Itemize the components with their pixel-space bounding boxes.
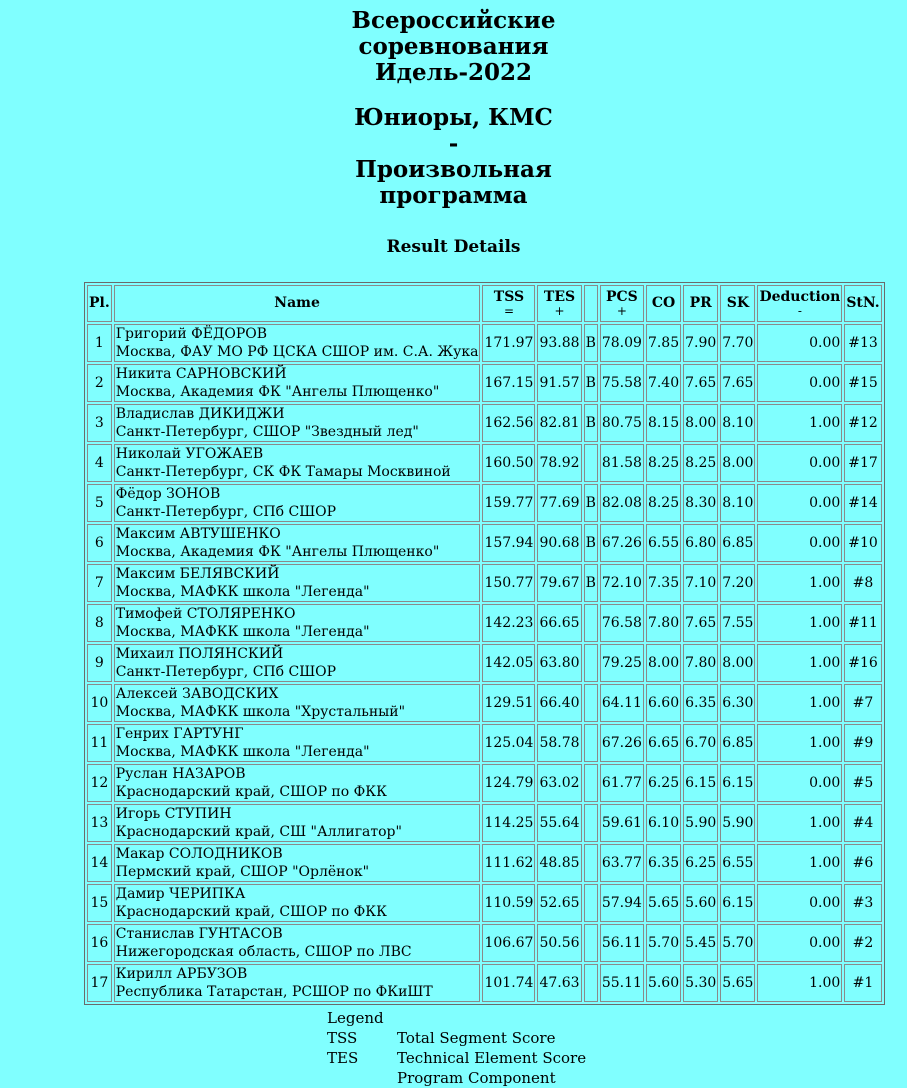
cell-place: 4 (87, 444, 112, 482)
skater-club: Санкт-Петербург, СПб СШОР (115, 504, 337, 520)
cell-pr: 8.00 (683, 404, 718, 442)
cell-bonus: B (584, 404, 598, 442)
cell-co: 8.15 (646, 404, 681, 442)
cell-pcs: 67.26 (600, 724, 644, 762)
cell-deduction: 0.00 (757, 444, 842, 482)
skater-name: Дамир ЧЕРИПКА (115, 886, 246, 902)
skater-club: Москва, МАФКК школа "Хрустальный" (115, 704, 406, 720)
cell-tss: 142.23 (482, 604, 535, 642)
cell-sk: 6.15 (720, 764, 755, 802)
legend-desc: Program Component (397, 1069, 556, 1087)
skater-name: Михаил ПОЛЯНСКИЙ (115, 646, 284, 662)
skater-name: Руслан НАЗАРОВ (115, 766, 246, 782)
cell-co: 6.60 (646, 684, 681, 722)
cell-sk: 6.85 (720, 524, 755, 562)
cell-start-number: #16 (844, 644, 881, 682)
cell-bonus (584, 764, 598, 802)
cell-pr: 7.65 (683, 604, 718, 642)
cell-sk: 7.20 (720, 564, 755, 602)
cell-place: 13 (87, 804, 112, 842)
cell-bonus (584, 924, 598, 962)
cell-bonus: B (584, 324, 598, 362)
skater-club: Краснодарский край, СШОР по ФКК (115, 784, 387, 800)
cell-sk: 5.65 (720, 964, 755, 1002)
skater-name: Максим БЕЛЯВСКИЙ (115, 566, 280, 582)
cell-name (114, 684, 481, 722)
skater-club: Нижегородская область, СШОР по ЛВС (115, 944, 412, 960)
cell-pcs: 81.58 (600, 444, 644, 482)
cell-co: 7.80 (646, 604, 681, 642)
cell-co: 8.00 (646, 644, 681, 682)
skater-club: Санкт-Петербург, СШОР "Звездный лед" (115, 424, 419, 440)
cell-pcs: 56.11 (600, 924, 644, 962)
cell-name (114, 604, 481, 642)
skater-name: Николай УГОЖАЕВ (115, 446, 264, 462)
cell-bonus (584, 644, 598, 682)
cell-pr: 7.10 (683, 564, 718, 602)
cell-tss: 110.59 (482, 884, 535, 922)
header-pl: Pl. (87, 285, 112, 322)
skater-club: Москва, МАФКК школа "Легенда" (115, 744, 370, 760)
cell-co: 6.10 (646, 804, 681, 842)
cell-pr: 5.60 (683, 884, 718, 922)
cell-deduction: 1.00 (757, 604, 842, 642)
skater-club: Москва, МАФКК школа "Легенда" (115, 584, 370, 600)
cell-start-number: #17 (844, 444, 881, 482)
cell-pcs: 75.58 (600, 364, 644, 402)
cell-tes: 93.88 (537, 324, 581, 362)
header-deduction-label: Deduction (759, 289, 841, 305)
title-line: Всероссийские (351, 7, 556, 34)
table-row (87, 844, 882, 882)
cell-tes: 82.81 (537, 404, 581, 442)
cell-place: 14 (87, 844, 112, 882)
cell-pr: 7.90 (683, 324, 718, 362)
cell-name (114, 524, 481, 562)
legend-abbr (327, 1068, 397, 1088)
cell-start-number: #15 (844, 364, 881, 402)
category-line: программа (379, 182, 528, 209)
cell-sk: 6.55 (720, 844, 755, 882)
cell-deduction: 1.00 (757, 804, 842, 842)
cell-name (114, 884, 481, 922)
cell-name (114, 364, 481, 402)
cell-deduction: 1.00 (757, 404, 842, 442)
cell-pcs: 55.11 (600, 964, 644, 1002)
skater-name: Станислав ГУНТАСОВ (115, 926, 283, 942)
skater-club: Краснодарский край, СШОР по ФКК (115, 904, 387, 920)
cell-tss: 114.25 (482, 804, 535, 842)
legend-title: Legend (327, 1009, 384, 1027)
header-deduction (757, 285, 842, 322)
cell-start-number: #4 (844, 804, 881, 842)
cell-deduction: 0.00 (757, 884, 842, 922)
cell-name (114, 324, 481, 362)
header-co: CO (646, 285, 681, 322)
cell-name (114, 964, 481, 1002)
cell-deduction: 0.00 (757, 764, 842, 802)
cell-pr: 5.30 (683, 964, 718, 1002)
legend-desc: Total Segment Score (397, 1029, 556, 1047)
cell-start-number: #11 (844, 604, 881, 642)
legend-item (327, 1028, 586, 1048)
cell-start-number: #12 (844, 404, 881, 442)
cell-name (114, 564, 481, 602)
table-row (87, 324, 882, 362)
cell-pcs: 59.61 (600, 804, 644, 842)
cell-sk: 5.90 (720, 804, 755, 842)
results-table-wrapper (84, 282, 885, 1005)
header-sk: SK (720, 285, 755, 322)
table-row (87, 444, 882, 482)
cell-deduction: 0.00 (757, 364, 842, 402)
cell-pr: 7.65 (683, 364, 718, 402)
cell-bonus (584, 884, 598, 922)
cell-pcs: 79.25 (600, 644, 644, 682)
cell-name (114, 644, 481, 682)
cell-name (114, 484, 481, 522)
skater-club: Республика Татарстан, РСШОР по ФКиШТ (115, 984, 433, 1000)
cell-tss: 129.51 (482, 684, 535, 722)
cell-tes: 63.02 (537, 764, 581, 802)
header-tes (537, 285, 581, 322)
cell-sk: 7.55 (720, 604, 755, 642)
cell-pr: 6.80 (683, 524, 718, 562)
cell-tss: 159.77 (482, 484, 535, 522)
cell-bonus: B (584, 364, 598, 402)
cell-place: 11 (87, 724, 112, 762)
cell-sk: 8.10 (720, 404, 755, 442)
cell-pcs: 78.09 (600, 324, 644, 362)
cell-name (114, 404, 481, 442)
cell-bonus: B (584, 524, 598, 562)
cell-pcs: 76.58 (600, 604, 644, 642)
header-pr: PR (683, 285, 718, 322)
skater-name: Кирилл АРБУЗОВ (115, 966, 248, 982)
cell-tss: 101.74 (482, 964, 535, 1002)
cell-co: 8.25 (646, 484, 681, 522)
title-line: соревнования (358, 33, 549, 60)
cell-deduction: 1.00 (757, 644, 842, 682)
cell-tes: 48.85 (537, 844, 581, 882)
cell-tss: 142.05 (482, 644, 535, 682)
table-row (87, 644, 882, 682)
table-row (87, 684, 882, 722)
skater-name: Фёдор ЗОНОВ (115, 486, 221, 502)
skater-club: Москва, МАФКК школа "Легенда" (115, 624, 370, 640)
cell-place: 1 (87, 324, 112, 362)
cell-bonus (584, 724, 598, 762)
skater-name: Тимофей СТОЛЯРЕНКО (115, 606, 296, 622)
legend-abbr: TSS (327, 1029, 358, 1047)
cell-place: 7 (87, 564, 112, 602)
cell-tes: 78.92 (537, 444, 581, 482)
skater-club: Краснодарский край, СШ "Аллигатор" (115, 824, 402, 840)
skater-name: Григорий ФЁДОРОВ (115, 326, 268, 342)
cell-tss: 157.94 (482, 524, 535, 562)
cell-tss: 125.04 (482, 724, 535, 762)
cell-sk: 6.85 (720, 724, 755, 762)
cell-start-number: #9 (844, 724, 881, 762)
cell-place: 8 (87, 604, 112, 642)
legend-abbr: TES (327, 1049, 359, 1067)
cell-deduction: 0.00 (757, 324, 842, 362)
cell-co: 6.55 (646, 524, 681, 562)
header-name: Name (114, 285, 481, 322)
cell-deduction: 1.00 (757, 684, 842, 722)
cell-co: 7.35 (646, 564, 681, 602)
cell-co: 8.25 (646, 444, 681, 482)
cell-place: 17 (87, 964, 112, 1002)
cell-co: 6.65 (646, 724, 681, 762)
cell-name (114, 924, 481, 962)
table-row (87, 484, 882, 522)
legend-item (327, 1048, 586, 1068)
legend-item (327, 1068, 586, 1088)
skater-name: Игорь СТУПИН (115, 806, 232, 822)
cell-co: 5.70 (646, 924, 681, 962)
cell-place: 3 (87, 404, 112, 442)
table-row (87, 924, 882, 962)
skater-club: Москва, Академия ФК "Ангелы Плющенко" (115, 384, 440, 400)
cell-place: 16 (87, 924, 112, 962)
cell-deduction: 1.00 (757, 964, 842, 1002)
table-row (87, 724, 882, 762)
skater-name: Генрих ГАРТУНГ (115, 726, 244, 742)
title-line: Идель-2022 (374, 59, 533, 86)
cell-place: 10 (87, 684, 112, 722)
cell-pcs: 67.26 (600, 524, 644, 562)
cell-start-number: #1 (844, 964, 881, 1002)
cell-tes: 50.56 (537, 924, 581, 962)
cell-place: 6 (87, 524, 112, 562)
cell-sk: 5.70 (720, 924, 755, 962)
cell-tss: 167.15 (482, 364, 535, 402)
table-row (87, 964, 882, 1002)
cell-start-number: #7 (844, 684, 881, 722)
table-row (87, 364, 882, 402)
cell-sk: 8.00 (720, 644, 755, 682)
cell-name (114, 844, 481, 882)
cell-start-number: #2 (844, 924, 881, 962)
cell-name (114, 764, 481, 802)
cell-deduction: 0.00 (757, 924, 842, 962)
cell-bonus (584, 804, 598, 842)
result-details-heading: Result Details (386, 237, 521, 257)
table-row (87, 804, 882, 842)
header-bonus (584, 285, 598, 322)
cell-pcs: 61.77 (600, 764, 644, 802)
cell-pr: 5.45 (683, 924, 718, 962)
cell-start-number: #3 (844, 884, 881, 922)
legend-desc: Technical Element Score (397, 1049, 587, 1067)
table-header-row (87, 285, 882, 322)
cell-sk: 8.10 (720, 484, 755, 522)
cell-pcs: 63.77 (600, 844, 644, 882)
cell-start-number: #8 (844, 564, 881, 602)
results-table (84, 282, 885, 1005)
cell-tss: 162.56 (482, 404, 535, 442)
cell-bonus (584, 844, 598, 882)
skater-name: Владислав ДИКИДЖИ (115, 406, 285, 422)
header-tss (482, 285, 535, 322)
category-line: Произвольная (355, 156, 552, 183)
skater-club: Санкт-Петербург, СПб СШОР (115, 664, 337, 680)
cell-sk: 8.00 (720, 444, 755, 482)
skater-name: Максим АВТУШЕНКО (115, 526, 281, 542)
cell-sk: 6.30 (720, 684, 755, 722)
cell-tes: 66.40 (537, 684, 581, 722)
header-tss-label: TSS (493, 289, 525, 305)
cell-pr: 7.80 (683, 644, 718, 682)
skater-name: Макар СОЛОДНИКОВ (115, 846, 283, 862)
cell-pcs: 72.10 (600, 564, 644, 602)
cell-pr: 5.90 (683, 804, 718, 842)
cell-place: 2 (87, 364, 112, 402)
cell-pr: 6.35 (683, 684, 718, 722)
cell-deduction: 0.00 (757, 524, 842, 562)
cell-start-number: #10 (844, 524, 881, 562)
cell-start-number: #13 (844, 324, 881, 362)
cell-tss: 124.79 (482, 764, 535, 802)
cell-co: 6.35 (646, 844, 681, 882)
cell-place: 15 (87, 884, 112, 922)
cell-start-number: #6 (844, 844, 881, 882)
cell-bonus (584, 964, 598, 1002)
cell-co: 5.60 (646, 964, 681, 1002)
skater-club: Санкт-Петербург, СК ФК Тамары Москвиной (115, 464, 451, 480)
table-row (87, 524, 882, 562)
cell-tes: 90.68 (537, 524, 581, 562)
cell-tss: 160.50 (482, 444, 535, 482)
table-row (87, 604, 882, 642)
cell-deduction: 1.00 (757, 844, 842, 882)
header-stn: StN. (844, 285, 881, 322)
results-table-body (87, 324, 882, 1002)
category-line: Юниоры, КМС (354, 104, 553, 131)
cell-pcs: 64.11 (600, 684, 644, 722)
cell-tes: 55.64 (537, 804, 581, 842)
cell-co: 7.40 (646, 364, 681, 402)
skater-name: Никита САРНОВСКИЙ (115, 366, 287, 382)
cell-tes: 91.57 (537, 364, 581, 402)
cell-bonus (584, 444, 598, 482)
cell-pr: 6.70 (683, 724, 718, 762)
cell-sk: 7.70 (720, 324, 755, 362)
header-tss-sub: = (503, 304, 514, 318)
header-pcs-sub: + (616, 304, 627, 318)
cell-tss: 111.62 (482, 844, 535, 882)
skater-club: Москва, ФАУ МО РФ ЦСКА СШОР им. С.А. Жука (115, 344, 479, 360)
cell-pr: 8.30 (683, 484, 718, 522)
header-deduction-sub: - (797, 304, 802, 318)
legend (327, 1008, 586, 1088)
header-tes-sub: + (554, 304, 565, 318)
cell-tss: 150.77 (482, 564, 535, 602)
cell-tes: 79.67 (537, 564, 581, 602)
table-row (87, 884, 882, 922)
cell-tss: 106.67 (482, 924, 535, 962)
cell-tes: 47.63 (537, 964, 581, 1002)
table-row (87, 564, 882, 602)
cell-tes: 52.65 (537, 884, 581, 922)
skater-club: Пермский край, СШОР "Орлёнок" (115, 864, 370, 880)
cell-place: 9 (87, 644, 112, 682)
skater-club: Москва, Академия ФК "Ангелы Плющенко" (115, 544, 440, 560)
header-tes-label: TES (543, 289, 576, 305)
table-row (87, 764, 882, 802)
cell-tes: 58.78 (537, 724, 581, 762)
category-line: - (448, 130, 459, 157)
cell-pr: 8.25 (683, 444, 718, 482)
cell-name (114, 724, 481, 762)
cell-start-number: #5 (844, 764, 881, 802)
cell-bonus: B (584, 484, 598, 522)
cell-start-number: #14 (844, 484, 881, 522)
cell-bonus (584, 604, 598, 642)
cell-deduction: 1.00 (757, 724, 842, 762)
cell-sk: 7.65 (720, 364, 755, 402)
cell-pcs: 57.94 (600, 884, 644, 922)
header-pcs (600, 285, 644, 322)
cell-pcs: 82.08 (600, 484, 644, 522)
cell-tes: 63.80 (537, 644, 581, 682)
cell-place: 12 (87, 764, 112, 802)
cell-co: 6.25 (646, 764, 681, 802)
cell-bonus (584, 684, 598, 722)
cell-tes: 77.69 (537, 484, 581, 522)
cell-tss: 171.97 (482, 324, 535, 362)
table-row (87, 404, 882, 442)
cell-pcs: 80.75 (600, 404, 644, 442)
cell-tes: 66.65 (537, 604, 581, 642)
skater-name: Алексей ЗАВОДСКИХ (115, 686, 279, 702)
cell-deduction: 0.00 (757, 484, 842, 522)
cell-bonus: B (584, 564, 598, 602)
cell-place: 5 (87, 484, 112, 522)
cell-deduction: 1.00 (757, 564, 842, 602)
cell-co: 7.85 (646, 324, 681, 362)
cell-pr: 6.25 (683, 844, 718, 882)
header-pcs-label: PCS (606, 289, 638, 305)
cell-name (114, 804, 481, 842)
cell-pr: 6.15 (683, 764, 718, 802)
cell-sk: 6.15 (720, 884, 755, 922)
cell-name (114, 444, 481, 482)
cell-co: 5.65 (646, 884, 681, 922)
page-title (0, 0, 907, 209)
